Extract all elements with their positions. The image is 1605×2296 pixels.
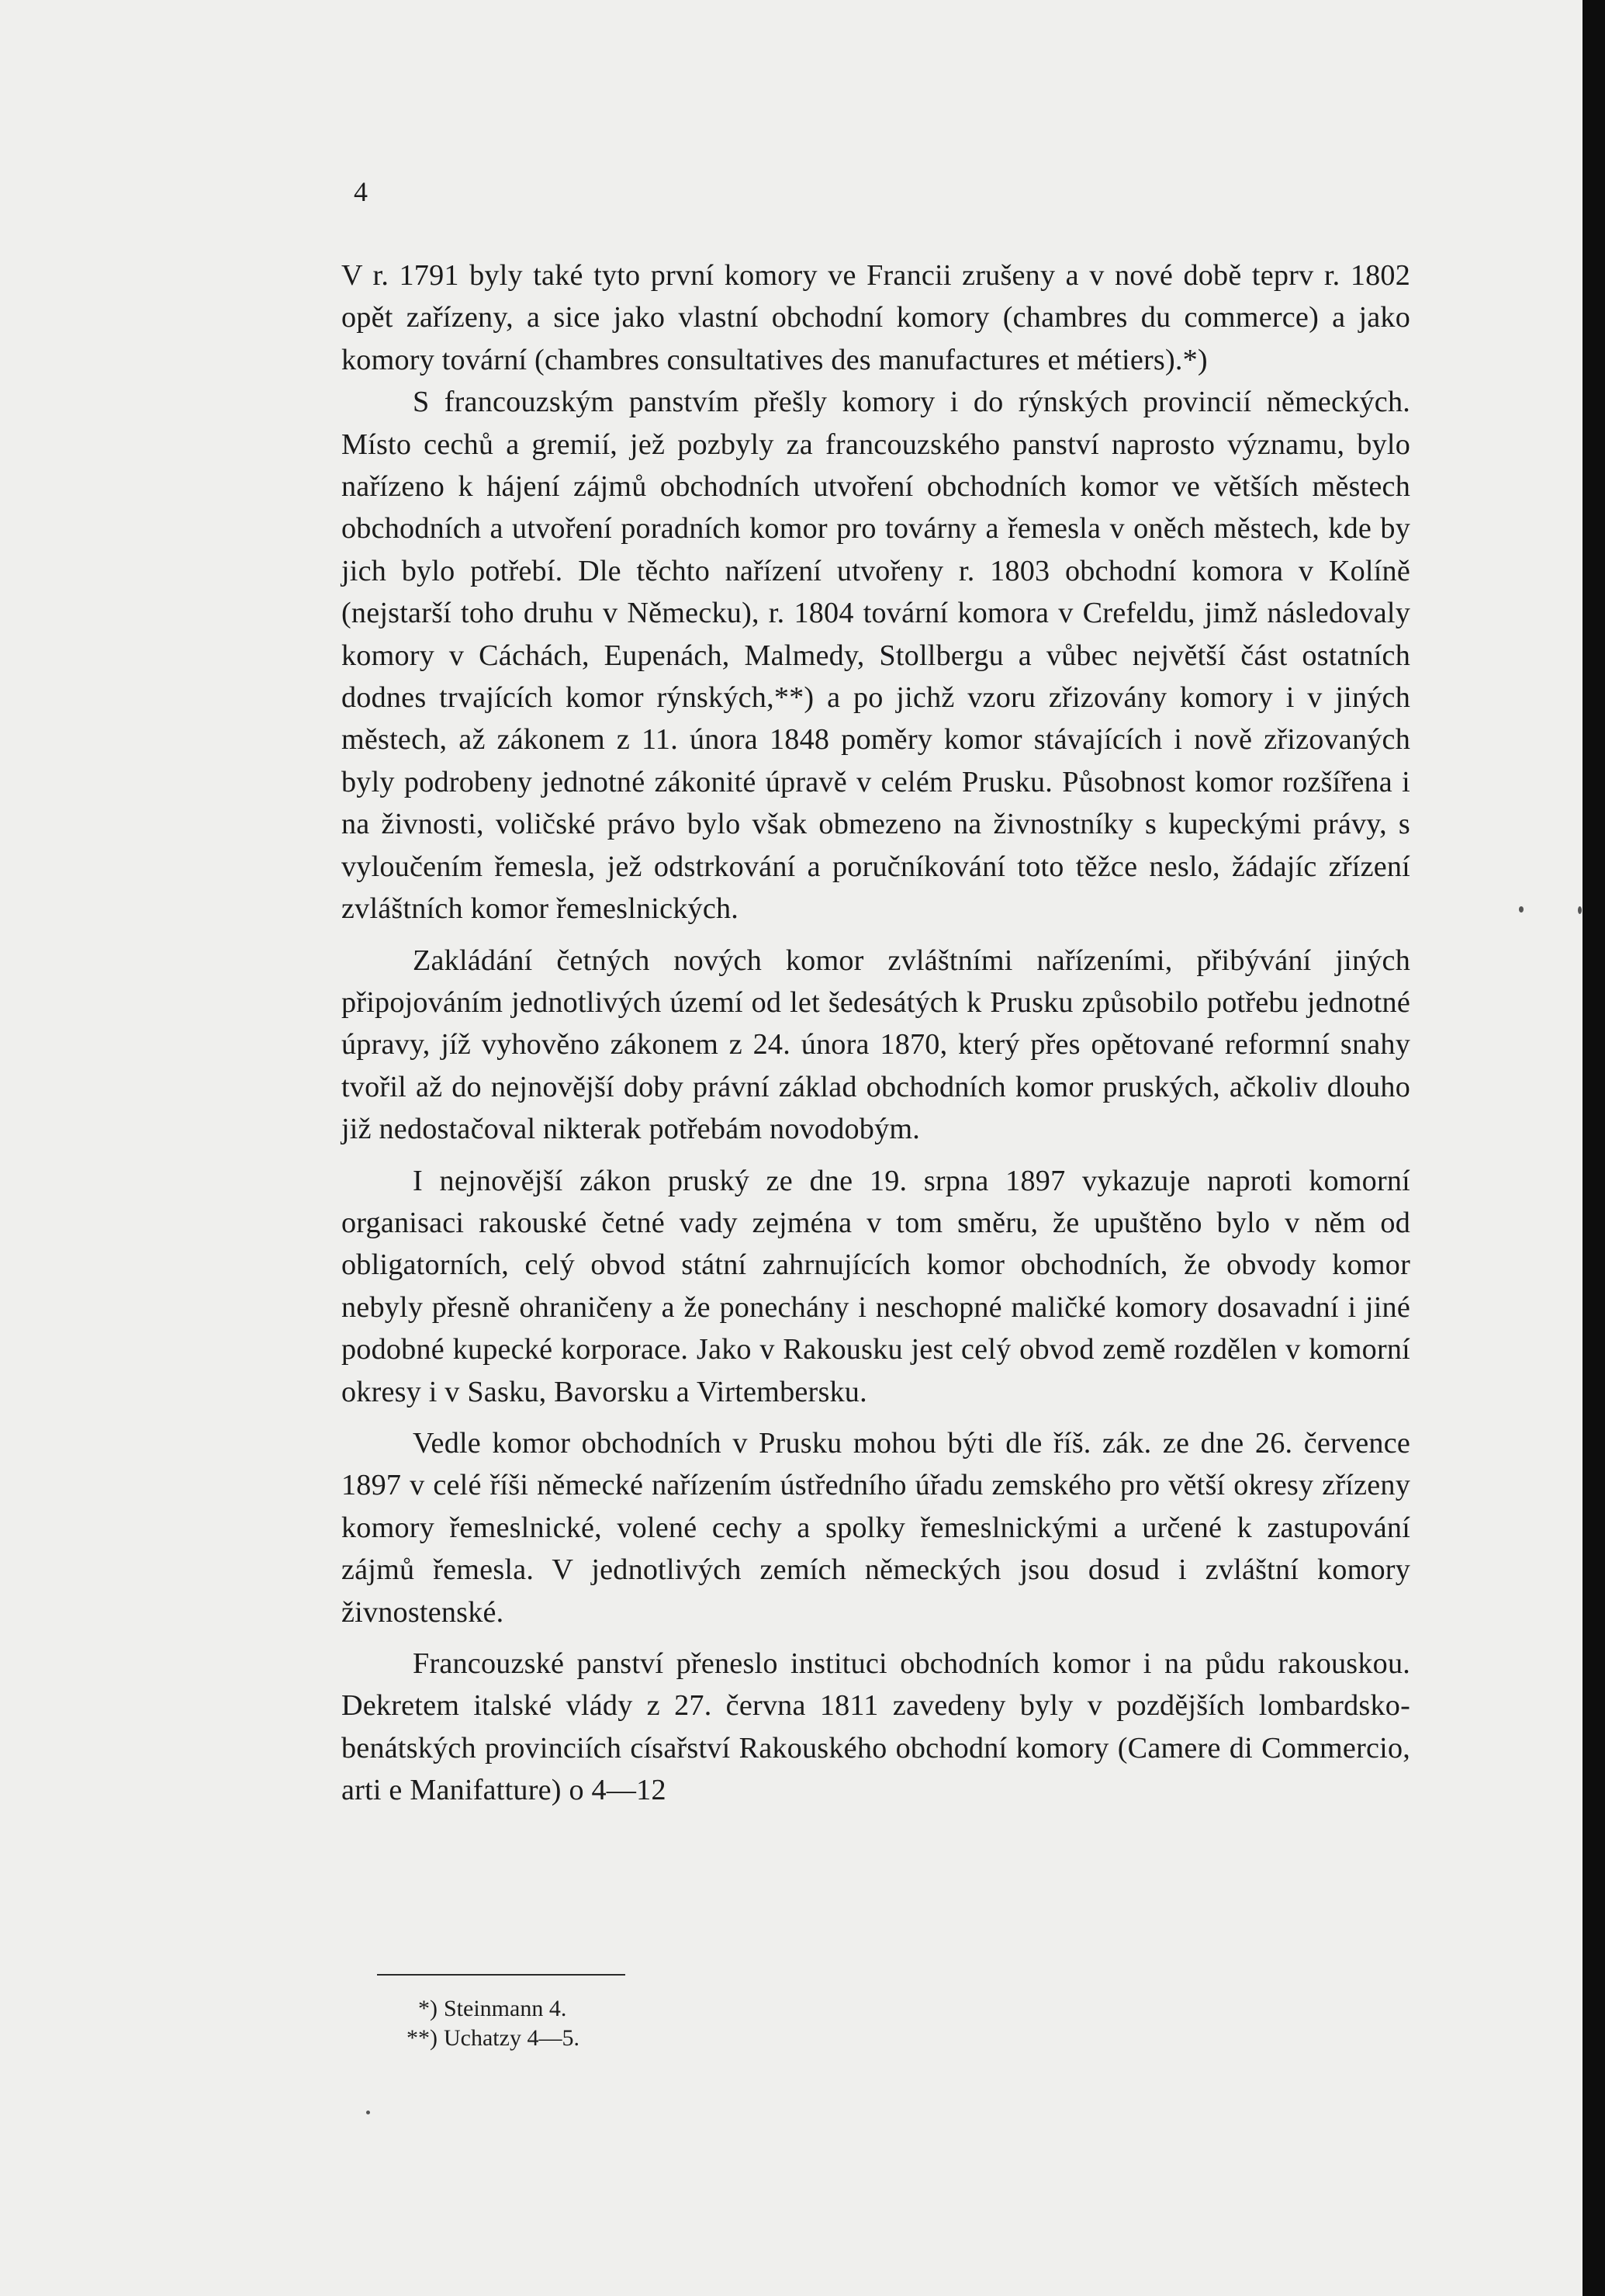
scan-speck <box>366 2111 370 2114</box>
footnote-mark: *) <box>418 1996 438 2021</box>
scan-speck <box>1578 906 1582 914</box>
paragraph-1: V r. 1791 byly také tyto první komory ve Francii zrušeny a v nové době teprv r. 1802 opět zařízeny, a sice jako vlastní obchodní komory (chambres du commerce) a jako komory tovární (chambres consultatives des manufactures et métiers).*) <box>341 259 1410 376</box>
footnote-text: Uchatzy 4—5. <box>444 2025 579 2051</box>
paragraph-6: Francouzské panství přeneslo instituci obchodních komor i na půdu rakouskou. Dekretem italské vlády z 27. června 1811 zavedeny byly v pozdějších lombardsko-benátských provinciích císařství Rakouského obchodní komory (Camere di Commercio, arti e Manifatture) o 4—12 <box>341 1647 1410 1807</box>
scan-border <box>1583 0 1605 2296</box>
scan-speck <box>1519 906 1524 913</box>
footnote-text: Steinmann 4. <box>444 1996 567 2021</box>
body-text <box>341 255 1410 1812</box>
paragraph-5: Vedle komor obchodních v Prusku mohou býti dle říš. zák. ze dne 26. července 1897 v celé říši německé nařízením ústředního úřadu zemského pro větší okresy zřízeny komory řemeslnické, volené cechy a spolky řemeslnickými a určené k zastupování zájmů řemesla. V jednotlivých zemích německých jsou dosud i zvláštní komory živnostenské. <box>341 1426 1410 1629</box>
footnote-1 <box>394 1994 579 2024</box>
paragraph-2: S francouzským panstvím přešly komory i do rýnských provincií německých. Místo cechů a gremií, jež pozbyly za francouzského panství naprosto významu, bylo nařízeno k hájení zájmů obchodních utvoření obchodních komor ve větších městech obchodních a utvoření poradních komor pro továrny a řemesla v oněch městech, kde by jich bylo potřebí. Dle těchto nařízení utvořeny r. 1803 obchodní komora v Kolíně (nejstarší toho druhu v Německu), r. 1804 tovární komora v Crefeldu, jimž následovaly komory v Cáchách, Eupenách, Malmedy, Stollbergu a vůbec největší část ostatních dodnes trvajících komor rýnských,**) a po jichž vzoru zřizovány komory i v jiných městech, až zákonem z 11. února 1848 poměry komor stávajících i nově zřizovaných byly podrobeny jednotné zákonité úpravě v celém Prusku. Působnost komor rozšířena i na živnosti, voličské právo bylo však obmezeno na živnostníky s kupeckými právy, s vyloučením řemesla, jež odstrkování a poručníkování toto těžce neslo, žádajíc zřízení zvláštních komor řemeslnických. <box>341 386 1410 926</box>
footnote-2 <box>394 2024 579 2053</box>
paragraph-4: I nejnovější zákon pruský ze dne 19. srpna 1897 vykazuje naproti komorní organisaci rakouské četné vady zejména v tom směru, že upuštěno bylo v něm od obligatorních, celý obvod státní zahrnujících komor obchodních, že obvody komor nebyly přesně ohraničeny a že ponechány i neschopné maličké komory dosavadní i jiné podobné kupecké korporace. Jako v Rakousku jest celý obvod země rozdělen v komorní okresy i v Sasku, Bavorsku a Virtembersku. <box>341 1164 1410 1408</box>
footnote-divider <box>377 1974 625 1976</box>
paragraph-3: Zakládání četných nových komor zvláštními nařízeními, přibývání jiných připojováním jednotlivých území od let šedesátých k Prusku způsobilo potřebu jednotné úpravy, jíž vyhověno zákonem z 24. února 1870, který přes opětované reformní snahy tvořil až do nejnovější doby právní základ obchodních komor pruských, ačkoliv dlouho již nedostačoval nikterak potřebám novodobým. <box>341 944 1410 1146</box>
footnote-mark: **) <box>406 2025 438 2051</box>
page-number: 4 <box>354 176 368 207</box>
footnotes <box>394 1994 579 2053</box>
